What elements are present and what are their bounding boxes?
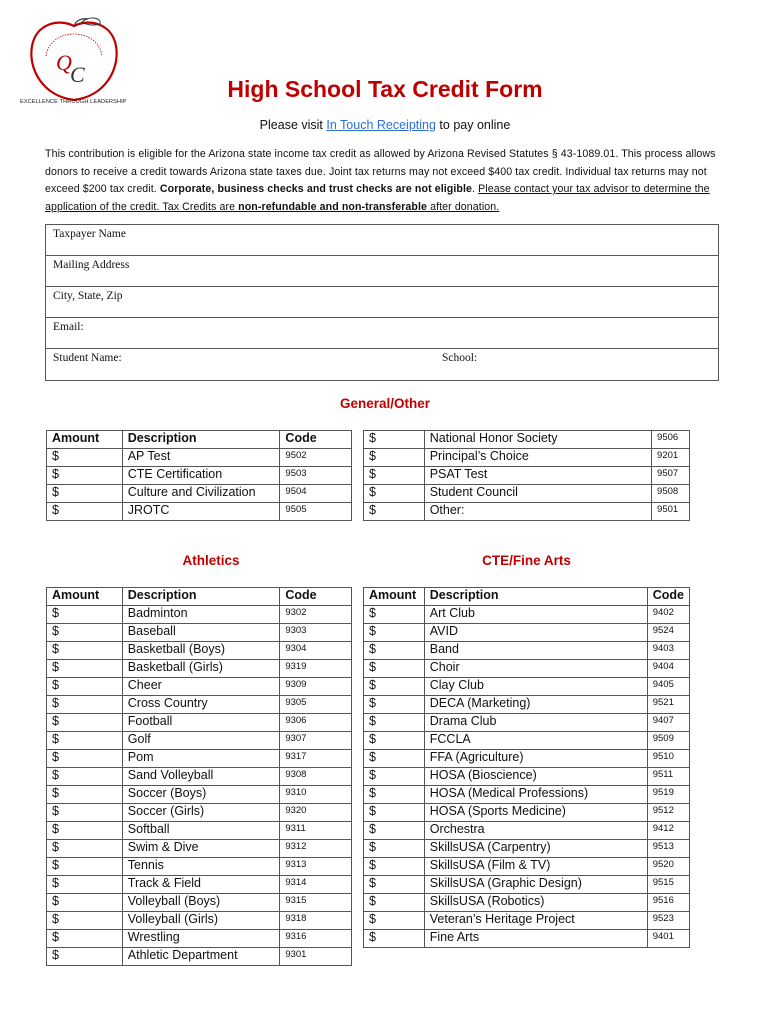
table-row	[47, 930, 352, 948]
amount-cell[interactable]: $	[47, 930, 123, 948]
table-row	[364, 431, 690, 449]
amount-cell[interactable]: $	[364, 840, 425, 858]
intro-paragraph	[45, 146, 735, 216]
amount-cell[interactable]: $	[364, 768, 425, 786]
amount-cell[interactable]: $	[364, 750, 425, 768]
description-cell: Track & Field	[122, 876, 280, 894]
code-cell: 9513	[647, 840, 689, 858]
code-cell: 9318	[280, 912, 352, 930]
amount-cell[interactable]: $	[364, 894, 425, 912]
amount-cell[interactable]: $	[47, 449, 123, 467]
code-cell: 9317	[280, 750, 352, 768]
description-cell: SkillsUSA (Robotics)	[424, 894, 647, 912]
table-header-row	[47, 588, 352, 606]
code-cell: 9519	[647, 786, 689, 804]
amount-cell[interactable]: $	[47, 750, 123, 768]
description-cell: Golf	[122, 732, 280, 750]
amount-header: Amount	[364, 588, 425, 606]
cte-table	[363, 587, 690, 948]
amount-cell[interactable]: $	[364, 930, 425, 948]
table-row	[364, 894, 690, 912]
amount-header: Amount	[47, 431, 123, 449]
table-row	[364, 624, 690, 642]
code-cell: 9305	[280, 696, 352, 714]
amount-cell[interactable]: $	[364, 696, 425, 714]
description-header: Description	[122, 431, 280, 449]
code-cell: 9405	[647, 678, 689, 696]
amount-cell[interactable]: $	[364, 822, 425, 840]
amount-cell[interactable]: $	[47, 732, 123, 750]
code-cell: 9503	[280, 467, 352, 485]
mailing-address-field[interactable]	[46, 256, 718, 287]
table-row	[364, 840, 690, 858]
amount-cell[interactable]: $	[47, 696, 123, 714]
code-cell: 9407	[647, 714, 689, 732]
description-cell: Volleyball (Girls)	[122, 912, 280, 930]
table-row	[47, 642, 352, 660]
description-cell: HOSA (Sports Medicine)	[424, 804, 647, 822]
description-cell: Principal’s Choice	[424, 449, 651, 467]
amount-cell[interactable]: $	[47, 876, 123, 894]
amount-cell[interactable]: $	[47, 678, 123, 696]
description-cell: PSAT Test	[424, 467, 651, 485]
general-left-table	[46, 430, 352, 521]
table-row	[364, 930, 690, 948]
code-cell: 9524	[647, 624, 689, 642]
table-row	[364, 858, 690, 876]
code-cell: 9307	[280, 732, 352, 750]
code-cell: 9412	[647, 822, 689, 840]
code-cell: 9311	[280, 822, 352, 840]
student-school-field[interactable]	[46, 349, 718, 380]
amount-cell[interactable]: $	[364, 678, 425, 696]
description-cell: Cheer	[122, 678, 280, 696]
description-cell: SkillsUSA (Film & TV)	[424, 858, 647, 876]
code-cell: 9301	[280, 948, 352, 966]
intro-text-1: This contribution is eligible for the Arizona state income tax credit as allowed by Arizona Revised Statutes § 43-1089.01. This process allows donors to receive a credit towards Arizona state taxes due. Joint tax returns may not exceed $400 tax credit. Individual tax returns may not exceed $200 tax credit.	[45, 148, 716, 196]
description-cell: FFA (Agriculture)	[424, 750, 647, 768]
code-cell: 9520	[647, 858, 689, 876]
amount-cell[interactable]: $	[364, 449, 425, 467]
code-cell: 9506	[652, 431, 690, 449]
table-row	[47, 714, 352, 732]
description-header: Description	[424, 588, 647, 606]
table-row	[364, 642, 690, 660]
amount-cell[interactable]: $	[47, 786, 123, 804]
code-cell: 9511	[647, 768, 689, 786]
description-cell: HOSA (Medical Professions)	[424, 786, 647, 804]
code-cell: 9509	[647, 732, 689, 750]
intro-underlined-1: Please contact your tax advisor to determine the application of the credit. Tax Credits are	[45, 183, 710, 213]
description-cell: CTE Certification	[122, 467, 280, 485]
description-cell: Clay Club	[424, 678, 647, 696]
taxpayer-name-label: Taxpayer Name	[53, 228, 126, 240]
general-right-table	[363, 430, 690, 521]
code-cell: 9316	[280, 930, 352, 948]
description-cell: Soccer (Boys)	[122, 786, 280, 804]
amount-cell[interactable]: $	[47, 894, 123, 912]
table-row	[47, 449, 352, 467]
amount-cell[interactable]: $	[364, 876, 425, 894]
athletics-table	[46, 587, 352, 966]
code-cell: 9312	[280, 840, 352, 858]
code-cell: 9504	[280, 485, 352, 503]
school-label: School:	[442, 352, 478, 364]
table-row	[47, 678, 352, 696]
table-row	[47, 786, 352, 804]
amount-cell[interactable]: $	[47, 660, 123, 678]
description-cell: Football	[122, 714, 280, 732]
table-row	[364, 786, 690, 804]
table-row	[364, 750, 690, 768]
amount-cell[interactable]: $	[364, 660, 425, 678]
amount-cell[interactable]: $	[47, 485, 123, 503]
code-cell: 9315	[280, 894, 352, 912]
code-cell: 9501	[652, 503, 690, 521]
description-cell: Volleyball (Boys)	[122, 894, 280, 912]
code-cell: 9201	[652, 449, 690, 467]
table-row	[364, 485, 690, 503]
code-cell: 9319	[280, 660, 352, 678]
code-cell: 9304	[280, 642, 352, 660]
table-row	[364, 696, 690, 714]
code-cell: 9508	[652, 485, 690, 503]
amount-cell[interactable]: $	[364, 467, 425, 485]
amount-cell[interactable]: $	[364, 503, 425, 521]
code-cell: 9403	[647, 642, 689, 660]
intro-text-2: .	[472, 183, 479, 196]
code-cell: 9306	[280, 714, 352, 732]
table-row	[47, 624, 352, 642]
code-cell: 9512	[647, 804, 689, 822]
description-cell: SkillsUSA (Carpentry)	[424, 840, 647, 858]
page-title: High School Tax Credit Form	[227, 76, 543, 102]
cte-section-title: CTE/Fine Arts	[482, 553, 571, 568]
amount-cell[interactable]: $	[364, 804, 425, 822]
amount-cell[interactable]: $	[47, 822, 123, 840]
table-row	[47, 804, 352, 822]
description-cell: FCCLA	[424, 732, 647, 750]
amount-cell[interactable]: $	[47, 912, 123, 930]
table-row	[47, 696, 352, 714]
table-row	[364, 678, 690, 696]
table-row	[364, 714, 690, 732]
description-cell: AVID	[424, 624, 647, 642]
table-row	[364, 449, 690, 467]
description-cell: Orchestra	[424, 822, 647, 840]
table-row	[47, 948, 352, 966]
amount-cell[interactable]: $	[47, 768, 123, 786]
table-row	[364, 467, 690, 485]
table-row	[364, 606, 690, 624]
description-cell: Band	[424, 642, 647, 660]
amount-cell[interactable]: $	[364, 912, 425, 930]
table-row	[364, 804, 690, 822]
code-cell: 9507	[652, 467, 690, 485]
amount-cell[interactable]: $	[364, 624, 425, 642]
description-cell: Veteran’s Heritage Project	[424, 912, 647, 930]
taxpayer-info-box	[45, 224, 719, 381]
amount-cell[interactable]: $	[47, 714, 123, 732]
description-cell: Fine Arts	[424, 930, 647, 948]
description-cell: Wrestling	[122, 930, 280, 948]
table-row	[47, 485, 352, 503]
description-cell: Basketball (Girls)	[122, 660, 280, 678]
description-cell: Sand Volleyball	[122, 768, 280, 786]
code-cell: 9313	[280, 858, 352, 876]
description-cell: Art Club	[424, 606, 647, 624]
code-cell: 9516	[647, 894, 689, 912]
table-row	[47, 606, 352, 624]
description-cell: Cross Country	[122, 696, 280, 714]
logo-tagline: EXCELLENCE THROUGH LEADERSHIP	[20, 99, 127, 105]
description-cell: SkillsUSA (Graphic Design)	[424, 876, 647, 894]
code-cell: 9404	[647, 660, 689, 678]
code-cell: 9521	[647, 696, 689, 714]
table-row	[47, 894, 352, 912]
amount-cell[interactable]: $	[47, 624, 123, 642]
description-cell: Swim & Dive	[122, 840, 280, 858]
table-row	[364, 822, 690, 840]
city-state-zip-field[interactable]	[46, 287, 718, 318]
amount-header: Amount	[47, 588, 123, 606]
amount-cell[interactable]: $	[364, 732, 425, 750]
code-cell: 9303	[280, 624, 352, 642]
table-header-row	[364, 588, 690, 606]
description-cell: National Honor Society	[424, 431, 651, 449]
amount-cell[interactable]: $	[364, 858, 425, 876]
table-row	[364, 912, 690, 930]
description-cell: AP Test	[122, 449, 280, 467]
description-cell: JROTC	[122, 503, 280, 521]
amount-cell[interactable]: $	[47, 840, 123, 858]
description-cell: Student Council	[424, 485, 651, 503]
table-row	[47, 503, 352, 521]
code-cell: 9523	[647, 912, 689, 930]
table-row	[364, 768, 690, 786]
code-cell: 9310	[280, 786, 352, 804]
code-cell: 9401	[647, 930, 689, 948]
amount-cell[interactable]: $	[47, 858, 123, 876]
student-name-label: Student Name:	[53, 352, 122, 364]
email-field[interactable]	[46, 318, 718, 349]
table-row	[47, 768, 352, 786]
amount-cell[interactable]: $	[364, 642, 425, 660]
table-row	[47, 822, 352, 840]
visit-line	[0, 118, 770, 132]
description-cell: HOSA (Bioscience)	[424, 768, 647, 786]
amount-cell[interactable]: $	[364, 485, 425, 503]
visit-prefix: Please visit	[259, 118, 327, 132]
code-cell: 9515	[647, 876, 689, 894]
amount-cell[interactable]: $	[47, 642, 123, 660]
general-section-title: General/Other	[339, 396, 431, 411]
amount-cell[interactable]: $	[47, 467, 123, 485]
amount-cell[interactable]: $	[47, 804, 123, 822]
table-row	[364, 876, 690, 894]
description-cell: DECA (Marketing)	[424, 696, 647, 714]
description-cell: Choir	[424, 660, 647, 678]
amount-cell[interactable]: $	[364, 431, 425, 449]
code-cell: 9320	[280, 804, 352, 822]
table-row	[47, 840, 352, 858]
intro-underlined-bold: non-refundable and non-transferable	[238, 200, 428, 213]
intro-underlined-2: after donation.	[427, 200, 500, 213]
table-row	[47, 876, 352, 894]
code-cell: 9302	[280, 606, 352, 624]
code-cell: 9309	[280, 678, 352, 696]
code-cell: 9308	[280, 768, 352, 786]
description-cell: Baseball	[122, 624, 280, 642]
table-header-row	[47, 431, 352, 449]
description-cell: Tennis	[122, 858, 280, 876]
code-cell: 9502	[280, 449, 352, 467]
code-header: Code	[280, 431, 352, 449]
intro-bold-notice: Corporate, business checks and trust checks are not eligible	[159, 183, 473, 196]
amount-cell[interactable]: $	[47, 948, 123, 966]
amount-cell[interactable]: $	[47, 503, 123, 521]
code-header: Code	[647, 588, 689, 606]
svg-text:Q: Q	[56, 50, 72, 75]
table-row	[364, 732, 690, 750]
visit-suffix: to pay online	[435, 118, 511, 132]
description-cell: Soccer (Girls)	[122, 804, 280, 822]
description-cell: Pom	[122, 750, 280, 768]
table-row	[47, 750, 352, 768]
athletics-section-title: Athletics	[182, 553, 240, 568]
amount-cell[interactable]: $	[364, 606, 425, 624]
mailing-address-label: Mailing Address	[53, 259, 130, 271]
email-label: Email:	[53, 321, 84, 333]
code-cell: 9402	[647, 606, 689, 624]
code-cell: 9314	[280, 876, 352, 894]
table-row	[47, 858, 352, 876]
table-row	[47, 660, 352, 678]
description-cell: Basketball (Boys)	[122, 642, 280, 660]
code-cell: 9510	[647, 750, 689, 768]
description-cell: Athletic Department	[122, 948, 280, 966]
city-state-zip-label: City, State, Zip	[53, 290, 123, 302]
description-header: Description	[122, 588, 280, 606]
amount-cell[interactable]: $	[364, 714, 425, 732]
taxpayer-name-field[interactable]	[46, 225, 718, 256]
description-cell: Other:	[424, 503, 651, 521]
description-cell: Culture and Civilization	[122, 485, 280, 503]
table-row	[47, 467, 352, 485]
code-header: Code	[280, 588, 352, 606]
amount-cell[interactable]: $	[47, 606, 123, 624]
table-row	[364, 660, 690, 678]
description-cell: Badminton	[122, 606, 280, 624]
in-touch-receipting-link[interactable]: In Touch Receipting	[326, 118, 436, 132]
table-row	[47, 912, 352, 930]
description-cell: Softball	[122, 822, 280, 840]
table-row	[364, 503, 690, 521]
description-cell: Drama Club	[424, 714, 647, 732]
code-cell: 9505	[280, 503, 352, 521]
svg-text:C: C	[70, 62, 85, 87]
amount-cell[interactable]: $	[364, 786, 425, 804]
table-row	[47, 732, 352, 750]
